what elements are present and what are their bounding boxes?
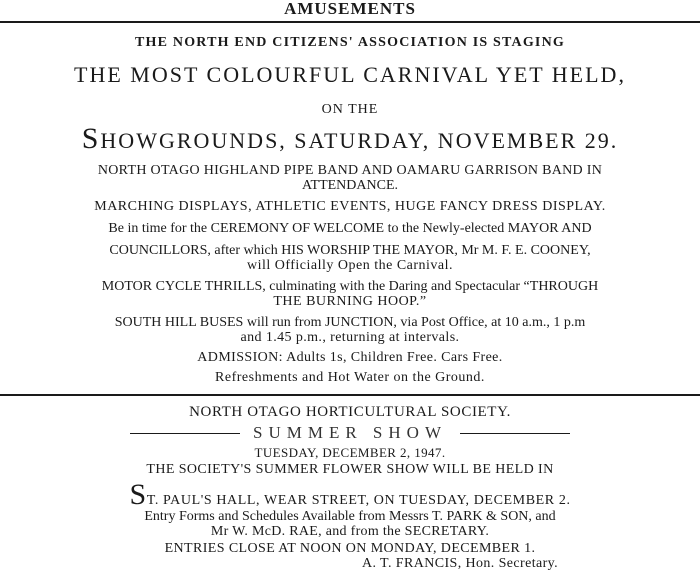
- section-title: AMUSEMENTS: [284, 0, 416, 18]
- secretary-signature: A. T. FRANCIS, Hon. Secretary.: [362, 556, 559, 571]
- entries-close-line: ENTRIES CLOSE AT NOON ON MONDAY, DECEMBER 1.: [164, 541, 536, 556]
- carnival-venue-date: [0, 124, 700, 154]
- venue-rest: HOWGROUNDS, SATURDAY, NOVEMBER 29.: [100, 128, 619, 153]
- ceremony-line-1: Be in time for the CEREMONY OF WELCOME to the Newly-elected MAYOR AND: [108, 221, 592, 236]
- buses-line-2: and 1.45 p.m., returning at intervals.: [240, 330, 460, 345]
- society-name: NORTH OTAGO HORTICULTURAL SOCIETY.: [189, 404, 511, 420]
- venue-initial: S: [81, 122, 101, 155]
- entry-line-1: Entry Forms and Schedules Available from Messrs T. PARK & SON, and: [144, 509, 556, 524]
- motor-line-2: THE BURNING HOOP.”: [273, 294, 427, 309]
- carnival-intro: THE NORTH END CITIZENS' ASSOCIATION IS STAGING: [135, 35, 565, 50]
- show-title: SUMMER SHOW: [253, 423, 447, 442]
- entry-line-2: Mr W. McD. RAE, and from the SECRETARY.: [210, 524, 490, 539]
- carnival-on-the: ON THE: [321, 102, 379, 117]
- displays-line: MARCHING DISPLAYS, ATHLETIC EVENTS, HUGE FANCY DRESS DISPLAY.: [94, 199, 606, 214]
- bands-line-2: ATTENDANCE.: [301, 178, 399, 193]
- bands-line-1: NORTH OTAGO HIGHLAND PIPE BAND AND OAMARU GARRISON BAND IN: [97, 163, 603, 178]
- ceremony-line-3: will Officially Open the Carnival.: [246, 258, 454, 273]
- section-divider: [0, 394, 700, 396]
- buses-line-1: SOUTH HILL BUSES will run from JUNCTION, via Post Office, at 10 a.m., 1 p.m: [114, 315, 586, 330]
- refreshments-line: Refreshments and Hot Water on the Ground.: [215, 370, 485, 385]
- hall-initial: S: [129, 478, 147, 511]
- motor-line-1: MOTOR CYCLE THRILLS, culminating with the Daring and Spectacular “THROUGH: [101, 279, 599, 294]
- held-line-2: [0, 480, 700, 510]
- hall-rest: T. PAUL'S HALL, WEAR STREET, ON TUESDAY, DECEMBER 2.: [146, 493, 571, 508]
- ceremony-line-2: COUNCILLORS, after which HIS WORSHIP THE MAYOR, Mr M. F. E. COONEY,: [109, 243, 591, 258]
- show-title-right-rule: [460, 433, 570, 434]
- carnival-headline: THE MOST COLOURFUL CARNIVAL YET HELD,: [74, 62, 626, 87]
- top-rule: [0, 21, 700, 23]
- held-line-1: THE SOCIETY'S SUMMER FLOWER SHOW WILL BE HELD IN: [146, 462, 554, 477]
- show-date: TUESDAY, DECEMBER 2, 1947.: [254, 445, 446, 460]
- admission-line: ADMISSION: Adults 1s, Children Free. Cars Free.: [197, 350, 503, 365]
